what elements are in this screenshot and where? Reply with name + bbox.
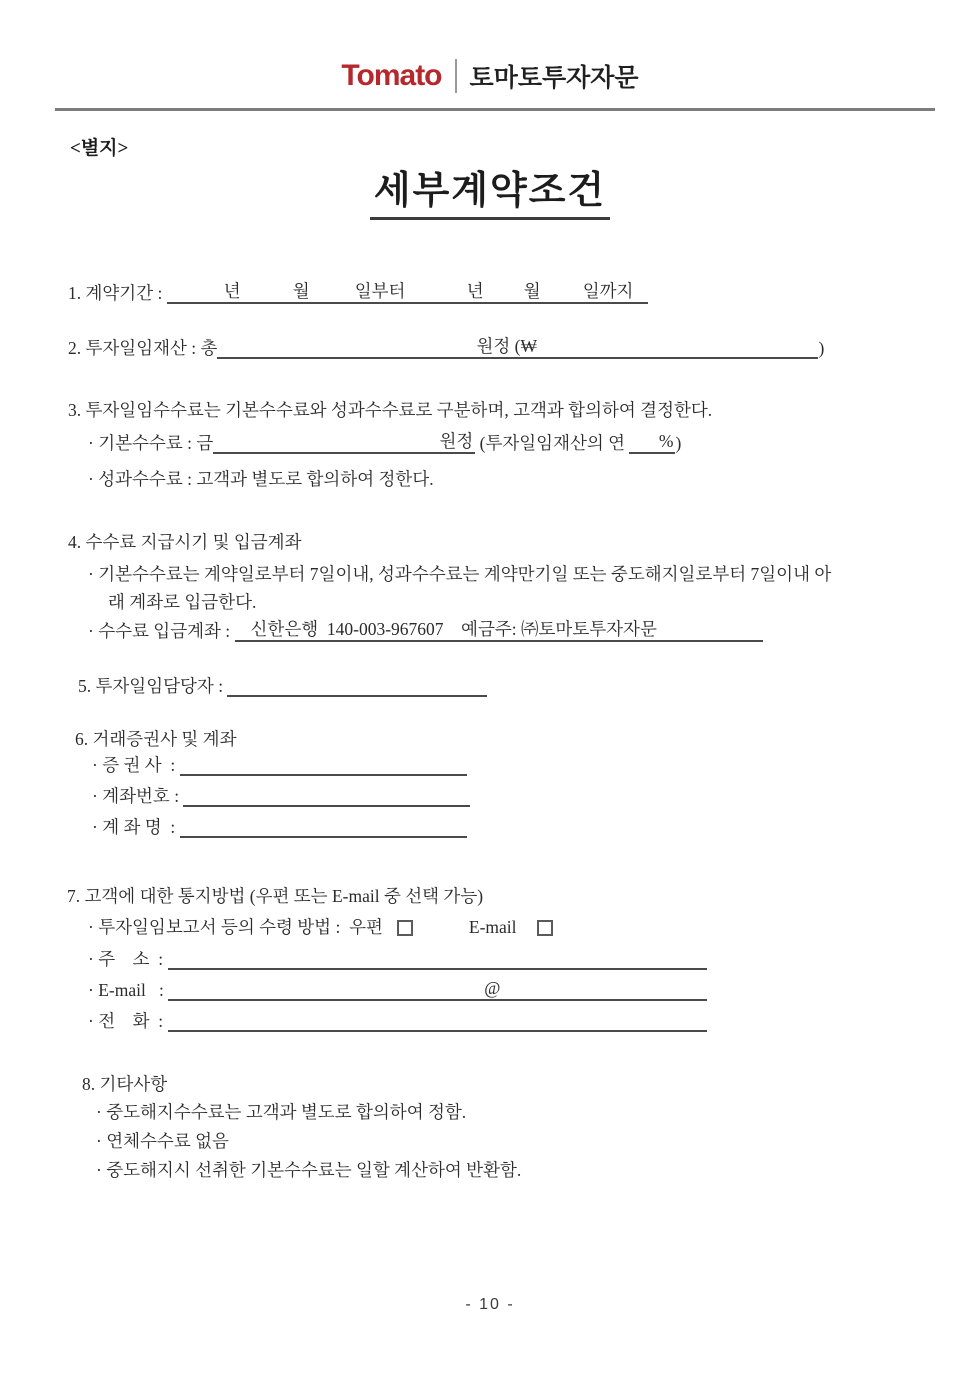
- contract-period-label: 1. 계약기간 :: [68, 283, 167, 303]
- unit-year-from: 년: [223, 281, 241, 301]
- misc-heading-row: [82, 1072, 167, 1095]
- page-number: - 10 -: [465, 1296, 515, 1313]
- assets-amount-blank: [217, 334, 818, 359]
- broker-name-blank: [180, 751, 467, 776]
- account-name-label: · 계 좌 명 :: [92, 817, 180, 837]
- option-email-label: E-mail: [468, 917, 517, 937]
- unit-year-to: 년: [466, 281, 484, 301]
- tomato-logo: Tomato: [341, 59, 442, 92]
- email-label: · E-mail :: [88, 980, 169, 1000]
- base-fee-row: [88, 431, 681, 454]
- notification-heading: 7. 고객에 대한 통지방법 (우편 또는 E-mail 중 선택 가능): [67, 886, 484, 906]
- base-fee-amount-blank: [213, 429, 475, 454]
- email-checkbox: [537, 920, 553, 936]
- deposit-account-row: [88, 619, 763, 642]
- option-mail-label: 우편: [349, 917, 383, 937]
- title-wrap: [0, 159, 980, 220]
- address-blank: [168, 945, 707, 970]
- broker-name-label: · 증 권 사 :: [92, 755, 180, 775]
- assets-label: 2. 투자일임재산 :: [68, 338, 201, 358]
- base-fee-paren-text: (투자일임재산의 연: [475, 433, 630, 453]
- base-fee-percent-sign: %: [658, 431, 674, 451]
- performance-fee-row: [88, 467, 434, 490]
- broker-name-row: [92, 753, 467, 776]
- receive-method-row: [88, 915, 553, 938]
- account-number-blank: [183, 782, 470, 807]
- mail-checkbox: [397, 920, 413, 936]
- assets-row: [68, 336, 824, 359]
- payment-terms-line1: [88, 562, 831, 585]
- account-number-label: · 계좌번호 :: [92, 786, 184, 806]
- header-rule: [55, 108, 935, 111]
- annex-label: <별지>: [70, 138, 129, 159]
- misc-heading: 8. 기타사항: [82, 1074, 168, 1094]
- phone-label: · 전 화 :: [88, 1011, 168, 1031]
- misc-item-3: · 중도해지시 선취한 기본수수료는 일할 계산하여 반환함.: [96, 1160, 522, 1180]
- assets-close-paren: ): [818, 338, 825, 358]
- misc-item-2: · 연체수수료 없음: [96, 1131, 229, 1151]
- spacer: [413, 917, 469, 938]
- address-row: [88, 947, 707, 970]
- email-at-sign: @: [484, 978, 501, 998]
- receive-method-label: · 투자일임보고서 등의 수령 방법 :: [88, 917, 350, 937]
- manager-blank: [227, 672, 487, 697]
- account-number-row: [92, 784, 470, 807]
- base-fee-won-label: 원정: [439, 431, 474, 451]
- phone-row: [88, 1009, 707, 1032]
- brokerage-heading: 6. 거래증권사 및 계좌: [75, 729, 237, 749]
- email-blank: [168, 976, 707, 1001]
- logo-divider: [455, 59, 457, 93]
- notification-heading-row: [67, 884, 483, 907]
- deposit-account-value: 신한은행 140-003-967607 예금주: ㈜토마토투자자문: [250, 619, 657, 639]
- spacer: [517, 917, 537, 938]
- unit-month-to: 월: [523, 281, 541, 301]
- payment-terms-text1: · 기본수수료는 계약일로부터 7일이내, 성과수수료는 계약만기일 또는 중도해지일로부터 7일이내 아: [88, 564, 832, 584]
- payment-terms-line2: [108, 590, 256, 613]
- deposit-account-blank: [235, 617, 763, 642]
- address-label: · 주 소 :: [88, 949, 168, 969]
- assets-total-prefix: 총: [200, 338, 218, 358]
- misc-item-row: [96, 1100, 466, 1123]
- company-header: [0, 58, 980, 94]
- brokerage-heading-row: [75, 727, 237, 750]
- base-fee-label: · 기본수수료 : 금: [88, 433, 214, 453]
- contract-period-blank: [167, 279, 648, 304]
- fee-heading-row: [68, 398, 712, 421]
- misc-item-row: [96, 1129, 229, 1152]
- company-name: 토마토투자자문: [469, 64, 639, 92]
- fee-heading: 3. 투자일임수수료는 기본수수료와 성과수수료로 구분하며, 고객과 합의하여 결정한다.: [68, 400, 713, 420]
- misc-item-row: [96, 1158, 521, 1181]
- deposit-account-label: · 수수료 입금계좌 :: [88, 621, 235, 641]
- misc-item-1: · 중도해지수수료는 고객과 별도로 합의하여 정함.: [96, 1102, 467, 1122]
- performance-fee-text: · 성과수수료 : 고객과 별도로 합의하여 정한다.: [88, 469, 434, 489]
- base-fee-rate-blank: [629, 429, 675, 454]
- account-name-row: [92, 815, 467, 838]
- email-row: [88, 978, 707, 1001]
- account-name-blank: [180, 813, 467, 838]
- assets-won-label: 원정 (₩: [476, 336, 537, 356]
- payment-heading: 4. 수수료 지급시기 및 입금계좌: [68, 532, 302, 552]
- payment-heading-row: [68, 530, 301, 553]
- manager-row: [78, 674, 487, 697]
- manager-label: 5. 투자일임담당자 :: [78, 676, 228, 696]
- unit-month-from: 월: [292, 281, 310, 301]
- unit-day-from: 일부터: [354, 281, 406, 301]
- unit-day-to: 일까지: [582, 281, 634, 301]
- payment-terms-text2: 래 계좌로 입금한다.: [108, 592, 257, 612]
- page-title: 세부계약조건: [370, 159, 610, 220]
- base-fee-close-paren: ): [675, 433, 682, 453]
- phone-blank: [168, 1007, 707, 1032]
- spacer: [383, 917, 397, 938]
- contract-period-row: [68, 281, 648, 304]
